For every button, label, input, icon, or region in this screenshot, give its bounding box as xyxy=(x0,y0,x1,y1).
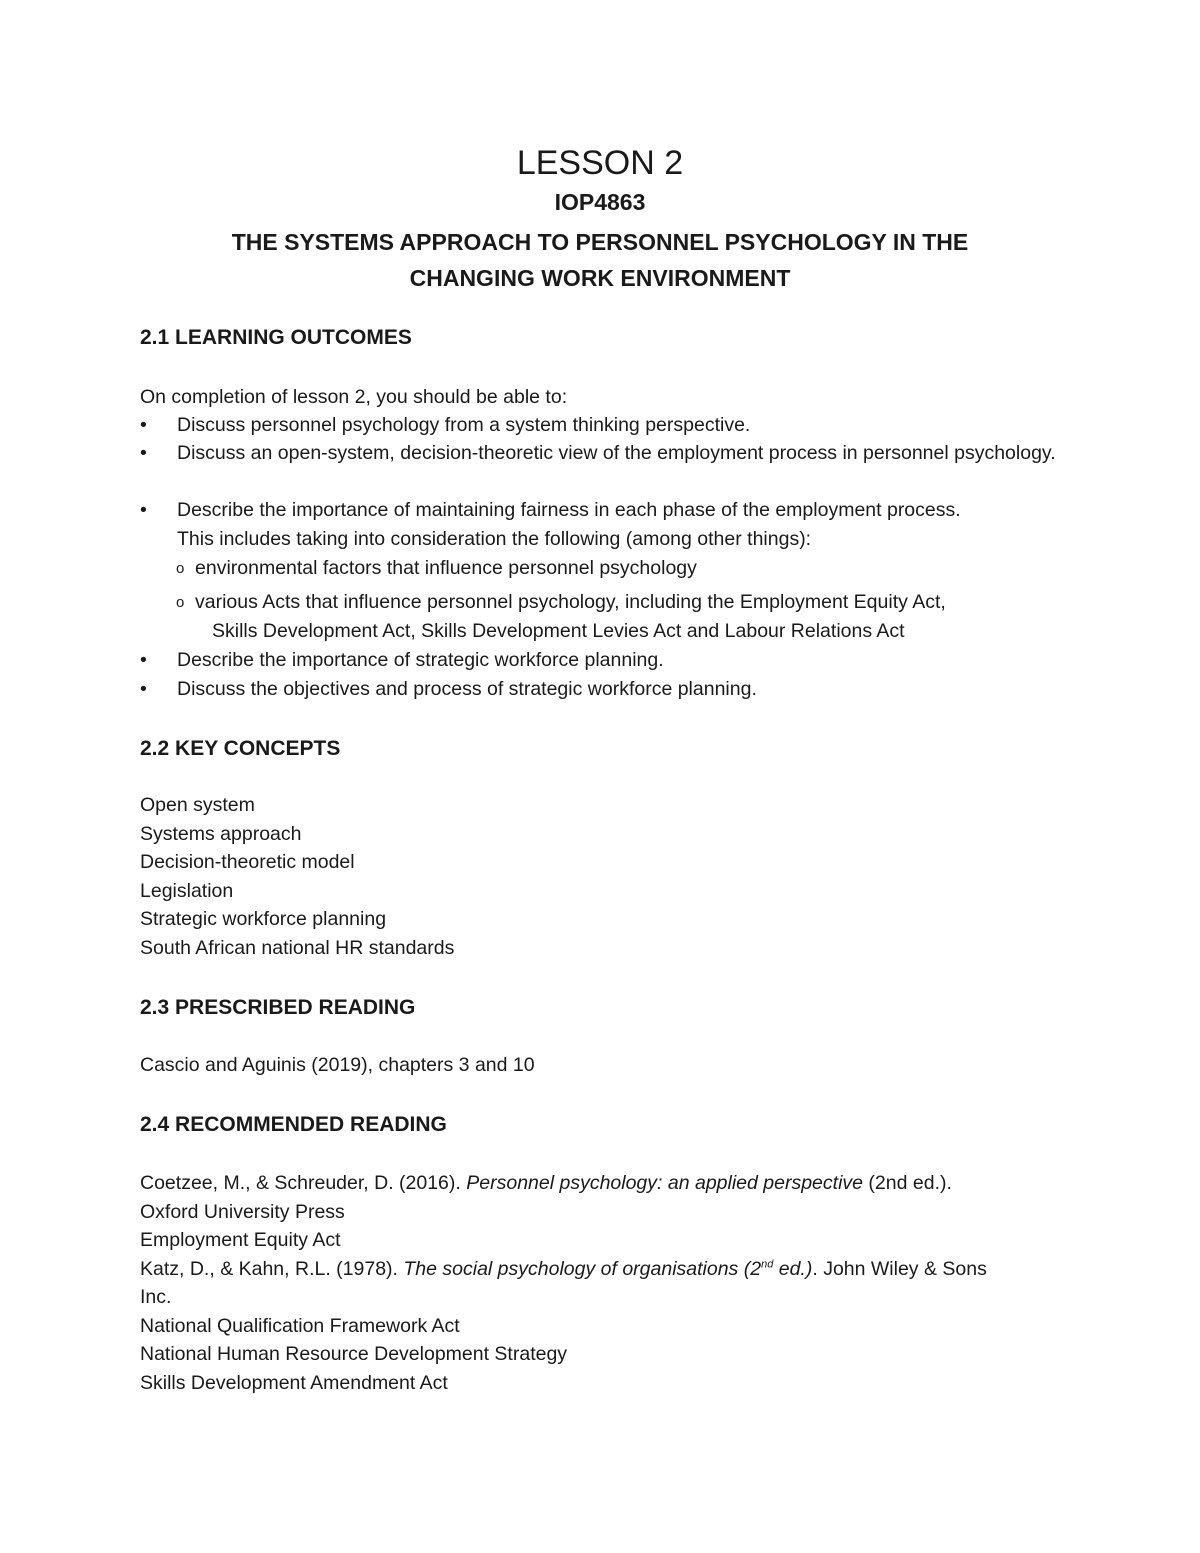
outcome-sub-item xyxy=(176,588,1060,646)
bullet-icon: • xyxy=(140,649,147,671)
reference-item: National Qualification Framework Act xyxy=(140,1314,460,1337)
reference-title: Personnel psychology: an applied perspective xyxy=(466,1172,864,1194)
reference-item: National Human Resource Development Strategy xyxy=(140,1343,568,1365)
recommended-reading-list xyxy=(140,1169,1060,1397)
reference-title-main: The social psychology of organisations (2 xyxy=(403,1257,762,1280)
reference-publisher: . John Wiley & Sons xyxy=(812,1257,987,1280)
bullet-icon: • xyxy=(140,678,147,700)
outcome-sub-text: environmental factors that influence personnel psychology xyxy=(195,557,697,579)
reference-authors: Katz, D., & Kahn, R.L. (1978). xyxy=(140,1257,404,1280)
reference-title-superscript: nd xyxy=(761,1258,774,1270)
circle-bullet-icon: o xyxy=(176,560,185,577)
key-concept-item: Open system xyxy=(140,794,255,816)
learning-outcomes-intro: On completion of lesson 2, you should be able to: xyxy=(140,386,568,408)
course-code: IOP4863 xyxy=(554,189,646,215)
learning-outcomes-heading: 2.1 LEARNING OUTCOMES xyxy=(140,326,412,349)
recommended-reading-heading: 2.4 RECOMMENDED READING xyxy=(140,1113,447,1136)
reference-authors: Coetzee, M., & Schreuder, D. (2016). xyxy=(140,1172,467,1194)
key-concept-item: Systems approach xyxy=(140,822,302,845)
reference-item: Skills Development Amendment Act xyxy=(140,1371,448,1394)
outcome-bullet-text: Discuss personnel psychology from a system thinking perspective. xyxy=(177,414,751,436)
reference-item-continued: Inc. xyxy=(140,1286,172,1308)
key-concepts-heading: 2.2 KEY CONCEPTS xyxy=(140,737,341,760)
outcome-sub-text: various Acts that influence personnel psychology, including the Employment Equity Act, xyxy=(195,591,946,613)
lesson-subtitle xyxy=(0,224,1200,296)
reference-item xyxy=(140,1169,1060,1198)
outcome-bullet-item xyxy=(140,675,1060,704)
bullet-icon: • xyxy=(140,414,147,436)
outcome-bullet-item xyxy=(140,411,1060,440)
key-concept-item: Strategic workforce planning xyxy=(140,908,387,930)
outcome-sub-item xyxy=(176,554,1060,583)
reference-item xyxy=(140,1255,1060,1284)
outcome-bullet-text: Discuss an open-system, decision-theoretic view of the employment process in personnel psychology. xyxy=(177,442,1056,464)
circle-bullet-icon: o xyxy=(176,594,185,611)
bullet-icon: • xyxy=(140,499,147,521)
lesson-subtitle-line-2: CHANGING WORK ENVIRONMENT xyxy=(409,265,791,291)
outcome-includes-text: This includes taking into consideration the following (among other things): xyxy=(177,528,812,550)
outcome-bullet-text: Describe the importance of strategic workforce planning. xyxy=(177,649,664,671)
key-concept-item: South African national HR standards xyxy=(140,936,455,959)
prescribed-reading-heading: 2.3 PRESCRIBED READING xyxy=(140,996,416,1019)
outcome-sub-text-continued: Skills Development Act, Skills Development Levies Act and Labour Relations Act xyxy=(212,620,905,642)
reference-item: Employment Equity Act xyxy=(140,1229,341,1251)
lesson-subtitle-line-1: THE SYSTEMS APPROACH TO PERSONNEL PSYCHOLOGY IN THE xyxy=(231,229,969,255)
key-concept-item: Legislation xyxy=(140,879,234,902)
lesson-title: LESSON 2 xyxy=(516,144,684,182)
outcome-bullet-item xyxy=(140,439,1060,468)
outcome-bullet-item xyxy=(140,496,1060,525)
reference-edition: (2nd ed.). xyxy=(863,1172,952,1194)
prescribed-reading-text: Cascio and Aguinis (2019), chapters 3 and 10 xyxy=(140,1054,535,1076)
reference-title xyxy=(403,1258,812,1280)
bullet-icon: • xyxy=(140,442,147,464)
outcome-bullet-item xyxy=(140,646,1060,675)
reference-title-end: ed.) xyxy=(773,1257,813,1280)
reference-item-continued: Oxford University Press xyxy=(140,1200,345,1223)
outcome-bullet-text: Describe the importance of maintaining fairness in each phase of the employment process. xyxy=(177,499,961,521)
outcome-bullet-text: Discuss the objectives and process of strategic workforce planning. xyxy=(177,678,757,700)
key-concepts-list xyxy=(140,791,454,962)
key-concept-item: Decision-theoretic model xyxy=(140,851,355,873)
